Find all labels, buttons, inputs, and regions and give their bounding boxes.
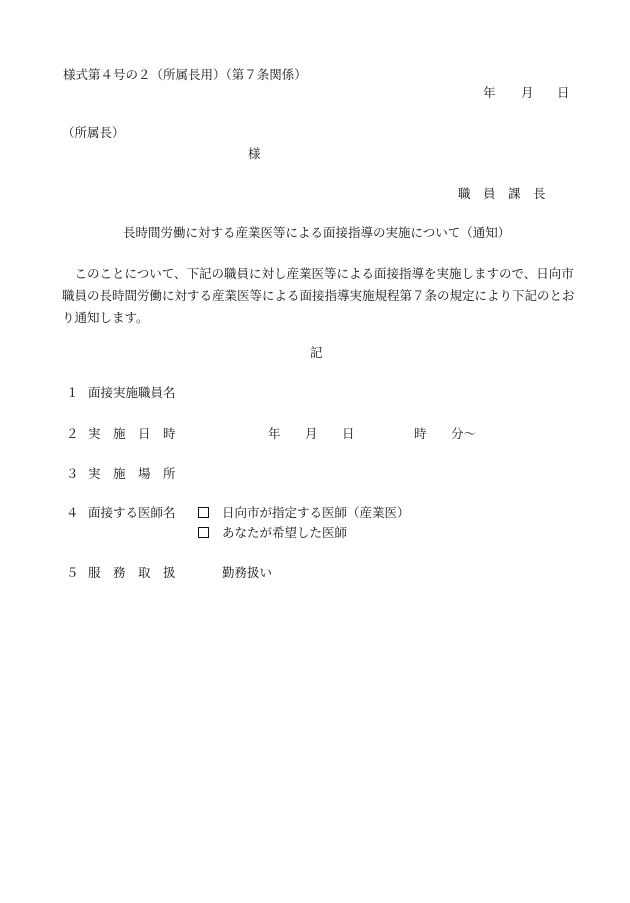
item-1-number: １ <box>66 385 79 400</box>
item-2-month: 月 <box>305 426 318 441</box>
item-2-year: 年 <box>268 426 281 441</box>
item-2-day: 日 <box>342 426 355 441</box>
body-line: 職員の長時間労働に対する産業医等による面接指導実施規程第７条の規定により下記のとお <box>62 288 575 303</box>
item-2-number: ２ <box>66 426 79 441</box>
item-4-label: 面接する医師名 <box>88 505 176 520</box>
item-4-number: ４ <box>66 505 79 520</box>
item-5-number: ５ <box>66 565 79 580</box>
addressee-honorific: 様 <box>248 146 261 161</box>
item-1-label: 面接実施職員名 <box>88 385 176 400</box>
date-day: 日 <box>557 85 570 100</box>
body-line: このことについて、下記の職員に対し産業医等による面接指導を実施しますので、日向市 <box>62 266 574 281</box>
item-2-hour: 時 <box>414 426 427 441</box>
body-paragraph <box>62 263 582 329</box>
document-title: 長時間労働に対する産業医等による面接指導の実施について（通知） <box>123 225 511 240</box>
item-3-number: ３ <box>66 466 79 481</box>
body-line: り通知します。 <box>62 310 149 325</box>
item-5-label: 服 務 取 扱 <box>88 565 176 580</box>
date-month: 月 <box>521 85 534 100</box>
item-4-option-1 <box>198 507 410 520</box>
option-label: 日向市が指定する医師（産業医） <box>222 505 410 520</box>
item-2-label: 実 施 日 時 <box>88 426 176 441</box>
addressee-org: （所属長） <box>62 125 125 140</box>
checkbox-icon[interactable] <box>198 507 209 518</box>
ki-heading: 記 <box>310 345 323 360</box>
item-4-option-2 <box>198 527 347 540</box>
date-year: 年 <box>483 85 496 100</box>
form-id: 様式第４号の２（所属長用）（第７条関係） <box>63 67 307 82</box>
item-5-value: 勤務扱い <box>222 565 273 580</box>
item-3-label: 実 施 場 所 <box>88 466 176 481</box>
item-2-minute: 分～ <box>451 426 477 441</box>
checkbox-icon[interactable] <box>198 527 209 538</box>
option-label: あなたが希望した医師 <box>222 525 348 540</box>
sender: 職 員 課 長 <box>458 186 546 201</box>
